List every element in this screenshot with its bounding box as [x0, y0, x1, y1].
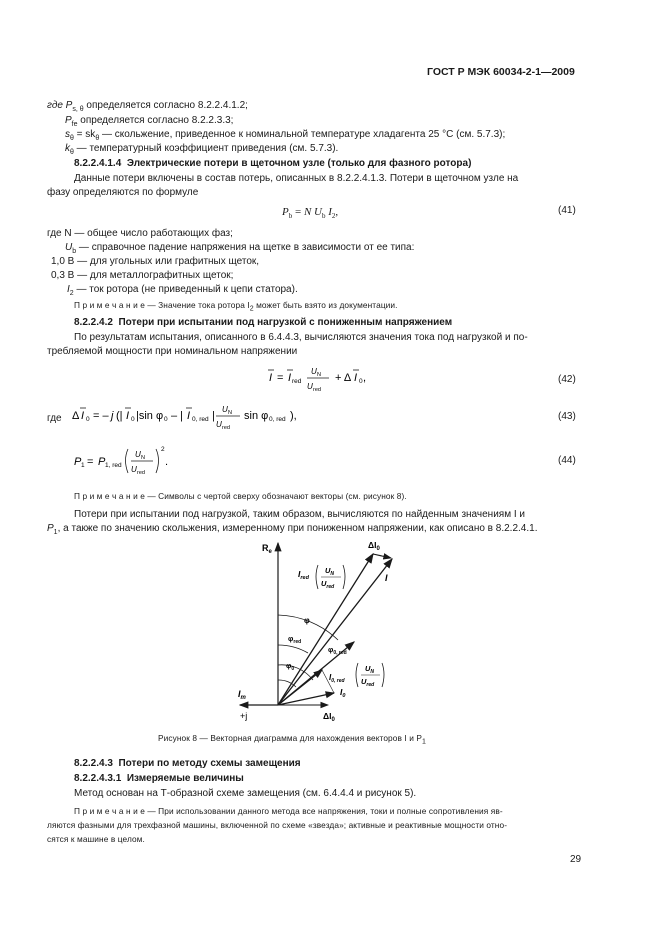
svg-text:|sin φ: |sin φ [136, 410, 164, 422]
svg-text:P: P [74, 456, 82, 468]
svg-text:Ured: $U_{red}$ [361, 677, 375, 688]
svg-text:I: I [354, 372, 358, 384]
svg-text:I: I [288, 372, 292, 384]
vector-delta-I0-top [373, 554, 391, 558]
svg-text:N: N [141, 455, 145, 461]
definition-line-1: где $P_{s, \theta}$ определяется согласно 8.2.2.4.1.2; [47, 100, 248, 113]
svg-text:1: 1 [81, 462, 85, 469]
label-phi: φ [304, 616, 310, 625]
svg-text:UN: $U_N$ [325, 566, 335, 577]
svg-text:0: 0 [86, 416, 90, 423]
svg-text:1, red: 1, red [105, 462, 122, 469]
label-I0red: $I_{0, red}$ [329, 673, 345, 684]
equation-42 [255, 362, 385, 396]
svg-text:red: red [292, 378, 302, 385]
svg-text:Ured: $U_{red}$ [321, 579, 335, 590]
where-line-5: $I_2$ — ток ротора (не приведенный к цепи статора). [67, 284, 298, 297]
note-rotor-current: П р и м е ч а н и е — Значение тока ротора $I_2$ может быть взято из документации. [74, 300, 398, 313]
svg-text:0, red: 0, red [192, 416, 209, 423]
label-Ired: $I_{red}$ [298, 569, 309, 581]
svg-text:P: P [98, 456, 106, 468]
svg-text:I: I [187, 410, 191, 422]
arc-phi-red [278, 645, 308, 653]
definition-line-3: $s_\theta = sk_\theta$ — скольжение, приведенное к номинальной температуре хладагента 25 °С (см. 5.7.3); [65, 129, 506, 142]
document-header: ГОСТ Р МЭК 60034-2-1—2009 [427, 66, 575, 78]
svg-text:j: j [111, 410, 114, 422]
svg-text:),: ), [290, 410, 297, 422]
svg-text:I: I [81, 410, 85, 422]
paragraph-line: Потери при испытании под нагрузкой, таким образом, вычисляются по найденным значениям I и [74, 509, 525, 520]
where-line-3: 1,0 В — для угольных или графитных щеток, [51, 256, 260, 267]
section-heading-reduced-voltage: 8.2.2.4.2 Потери при испытании под нагрузкой с пониженным напряжением [74, 317, 453, 328]
definition-line-4: $k_\theta$ — температурный коэффициент приведения (см. 5.7.3). [65, 143, 339, 156]
page-number: 29 [570, 854, 582, 865]
paragraph-line: фазу определяются по формуле [47, 187, 199, 198]
svg-text:(|: (| [116, 410, 123, 422]
axis-j-label: +j [240, 711, 248, 721]
note-vectors: П р и м е ч а н и е — Символы с чертой сверху обозначают векторы (см. рисунок 8). [74, 491, 407, 501]
equation-number-42: (42) [558, 374, 576, 385]
note-phase-values-line-2: ляются фазными для трехфазной машины, включенной по схеме «звезда»; активные и реактивные мощности отно- [47, 820, 508, 830]
svg-text:=: = [87, 456, 94, 468]
axis-im-label: $I_m$ [238, 689, 246, 701]
paragraph-line: $P_1$, а также по значению скольжения, измеренному при пониженном напряжении, как описано в 8.2.2.4.1. [47, 523, 538, 536]
svg-text:0: 0 [164, 416, 168, 423]
equation-41: $P_b = N$ $U_b$ $I_2$, [282, 206, 339, 221]
figure-caption: Рисунок 8 — Векторная диаграмма для нахождения векторов I и $P_1$ [158, 733, 426, 746]
svg-text:|: | [212, 410, 215, 422]
paragraph-line: Данные потери включены в состав потерь, описанных в 8.2.2.4.1.3. Потери в щеточном узле на [74, 173, 519, 184]
svg-text:UN: $U_N$ [365, 664, 375, 675]
svg-text:N: N [228, 410, 232, 416]
svg-text:red: red [137, 470, 145, 476]
axis-re-label: $R_e$ [262, 543, 272, 555]
svg-text:red: red [222, 425, 230, 431]
note-phase-values-line-1: П р и м е ч а н и е — При использовании данного метода все напряжения, токи и полные сопротивления яв- [74, 806, 503, 816]
svg-text:U: U [222, 405, 228, 414]
svg-text:=: = [277, 372, 284, 384]
label-phi0: $\varphi_0$ [286, 661, 295, 672]
svg-text:= –: = – [93, 410, 109, 422]
where-line-1: где N — общее число работающих фаз; [47, 228, 233, 239]
equation-number-41: (41) [558, 205, 576, 216]
svg-text:– |: – | [171, 410, 184, 422]
section-heading-equivalent-circuit: 8.2.2.4.3 Потери по методу схемы замещения [74, 758, 301, 769]
label-phi-red: $\varphi_{red}$ [288, 634, 302, 645]
definition-line-2: $P_{fe}$ определяется согласно 8.2.2.3.3; [65, 115, 234, 128]
svg-text:U: U [311, 367, 317, 376]
note-phase-values-line-3: сятся к машине в целом. [47, 834, 145, 844]
paragraph-line: Метод основан на Т-образной схеме замещения (см. 6.4.4.4 и рисунок 5). [74, 788, 417, 799]
svg-text:,: , [363, 372, 367, 384]
svg-text:+ Δ: + Δ [335, 372, 352, 384]
where-line-4: 0,3 В — для металлографитных щеток; [51, 270, 234, 281]
label-I0: $I_0$ [340, 687, 346, 699]
label-I: I [385, 573, 388, 583]
svg-text:2: 2 [161, 446, 165, 453]
svg-text:I: I [126, 410, 130, 422]
svg-text:0: 0 [359, 378, 363, 385]
svg-text:U: U [307, 382, 313, 391]
svg-text:red: red [313, 387, 321, 393]
vector-diagram [228, 535, 418, 725]
svg-text:0, red: 0, red [269, 416, 286, 423]
section-heading-brush-losses: 8.2.2.4.1.4 Электрические потери в щеточном узле (только для фазного ротора) [74, 158, 472, 169]
label-phi0red: $\varphi_{0, red}$ [328, 645, 347, 656]
svg-text:Δ: Δ [72, 410, 80, 422]
paragraph-line: требляемой мощности при номинальном напряжении [47, 346, 298, 357]
svg-text:I: I [269, 372, 273, 384]
equation-number-43: (43) [558, 411, 576, 422]
svg-text:N: N [317, 372, 321, 378]
equation-43 [70, 400, 360, 434]
svg-text:0: 0 [131, 416, 135, 423]
svg-text:U: U [216, 420, 222, 429]
svg-text:U: U [135, 450, 141, 459]
label-delta-I0-bottom: $\Delta I_0$ [323, 711, 335, 723]
where-line-2: $U_b$ — справочное падение напряжения на щетке в зависимости от ее типа: [65, 242, 415, 255]
svg-text:.: . [165, 456, 169, 468]
svg-text:U: U [131, 465, 137, 474]
svg-text:sin φ: sin φ [244, 410, 269, 422]
where-label: где [47, 413, 62, 424]
label-delta-I0-top: $\Delta I_0$ [368, 540, 380, 552]
equation-number-44: (44) [558, 455, 576, 466]
subsection-heading-measured: 8.2.2.4.3.1 Измеряемые величины [74, 773, 244, 784]
paragraph-line: По результатам испытания, описанного в 6.4.4.3, вычисляются значения тока под нагрузкой и по- [74, 332, 528, 343]
equation-44 [72, 440, 182, 480]
